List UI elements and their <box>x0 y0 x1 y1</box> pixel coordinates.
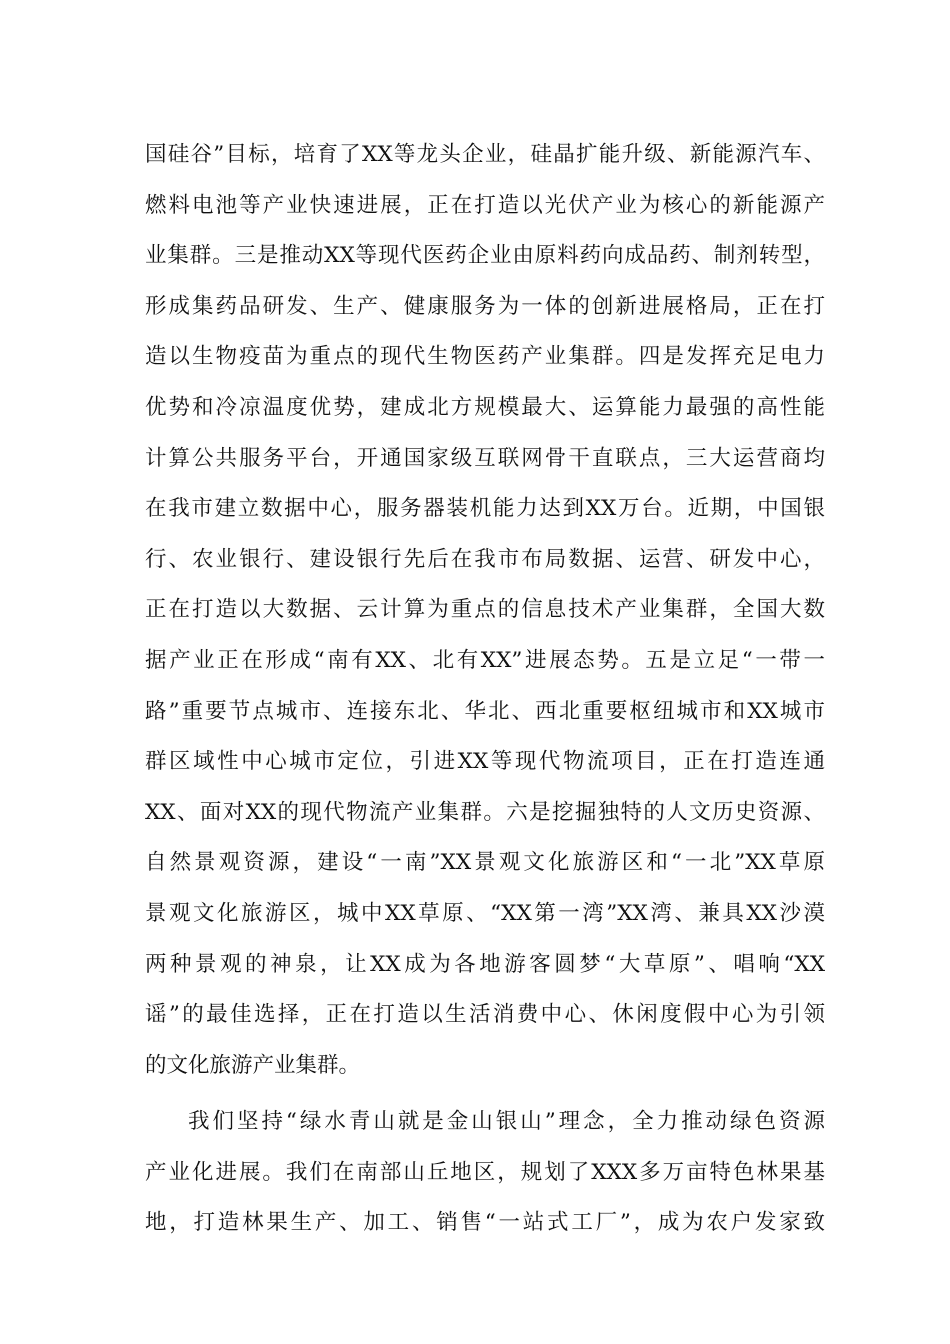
text-line: 路”重要节点城市、连接东北、华北、西北重要枢纽城市和XX城市 <box>145 698 825 724</box>
text-line: 燃料电池等产业快速进展，正在打造以光伏产业为核心的新能源产 <box>145 192 825 218</box>
text-line: 业集群。三是推动XX等现代医药企业由原料药向成品药、制剂转型， <box>145 243 825 269</box>
text-line: 在我市建立数据中心，服务器装机能力达到XX万台。近期，中国银 <box>145 496 825 522</box>
paragraph-1 <box>145 130 825 1091</box>
text-line: 景观文化旅游区，城中XX草原、“XX第一湾”XX湾、兼具XX沙漠 <box>145 900 825 926</box>
text-line: 据产业正在形成“南有XX、北有XX”进展态势。五是立足“一带一 <box>145 647 825 673</box>
text-line: 我们坚持“绿水青山就是金山银山”理念，全力推动绿色资源 <box>188 1109 825 1135</box>
document-body <box>145 130 825 1249</box>
text-line: 群区域性中心城市定位，引进XX等现代物流项目，正在打造连通 <box>145 749 825 775</box>
text-line: 计算公共服务平台，开通国家级互联网骨干直联点，三大运营商均 <box>145 445 825 471</box>
text-line: 谣”的最佳选择，正在打造以生活消费中心、休闲度假中心为引领 <box>145 1002 825 1028</box>
text-line: 行、农业银行、建设银行先后在我市布局数据、运营、研发中心， <box>145 546 825 572</box>
paragraph-2 <box>145 1097 825 1249</box>
text-line: 正在打造以大数据、云计算为重点的信息技术产业集群，全国大数 <box>145 597 825 623</box>
text-line: XX、面对XX的现代物流产业集群。六是挖掘独特的人文历史资源、 <box>145 799 825 825</box>
text-line: 优势和冷凉温度优势，建成北方规模最大、运算能力最强的高性能 <box>145 394 825 420</box>
text-line: 形成集药品研发、生产、健康服务为一体的创新进展格局，正在打 <box>145 293 825 319</box>
text-line: 产业化进展。我们在南部山丘地区，规划了XXX多万亩特色林果基 <box>145 1159 825 1185</box>
text-line: 造以生物疫苗为重点的现代生物医药产业集群。四是发挥充足电力 <box>145 344 825 370</box>
text-line: 国硅谷”目标，培育了XX等龙头企业，硅晶扩能升级、新能源汽车、 <box>145 142 825 167</box>
text-line: 的文化旅游产业集群。 <box>145 1052 361 1078</box>
text-line: 地，打造林果生产、加工、销售“一站式工厂”，成为农户发家致 <box>145 1210 825 1236</box>
text-line: 两种景观的神泉，让XX成为各地游客圆梦“大草原”、唱响“XX <box>145 951 825 977</box>
text-line: 自然景观资源，建设“一南”XX景观文化旅游区和“一北”XX草原 <box>145 850 825 876</box>
